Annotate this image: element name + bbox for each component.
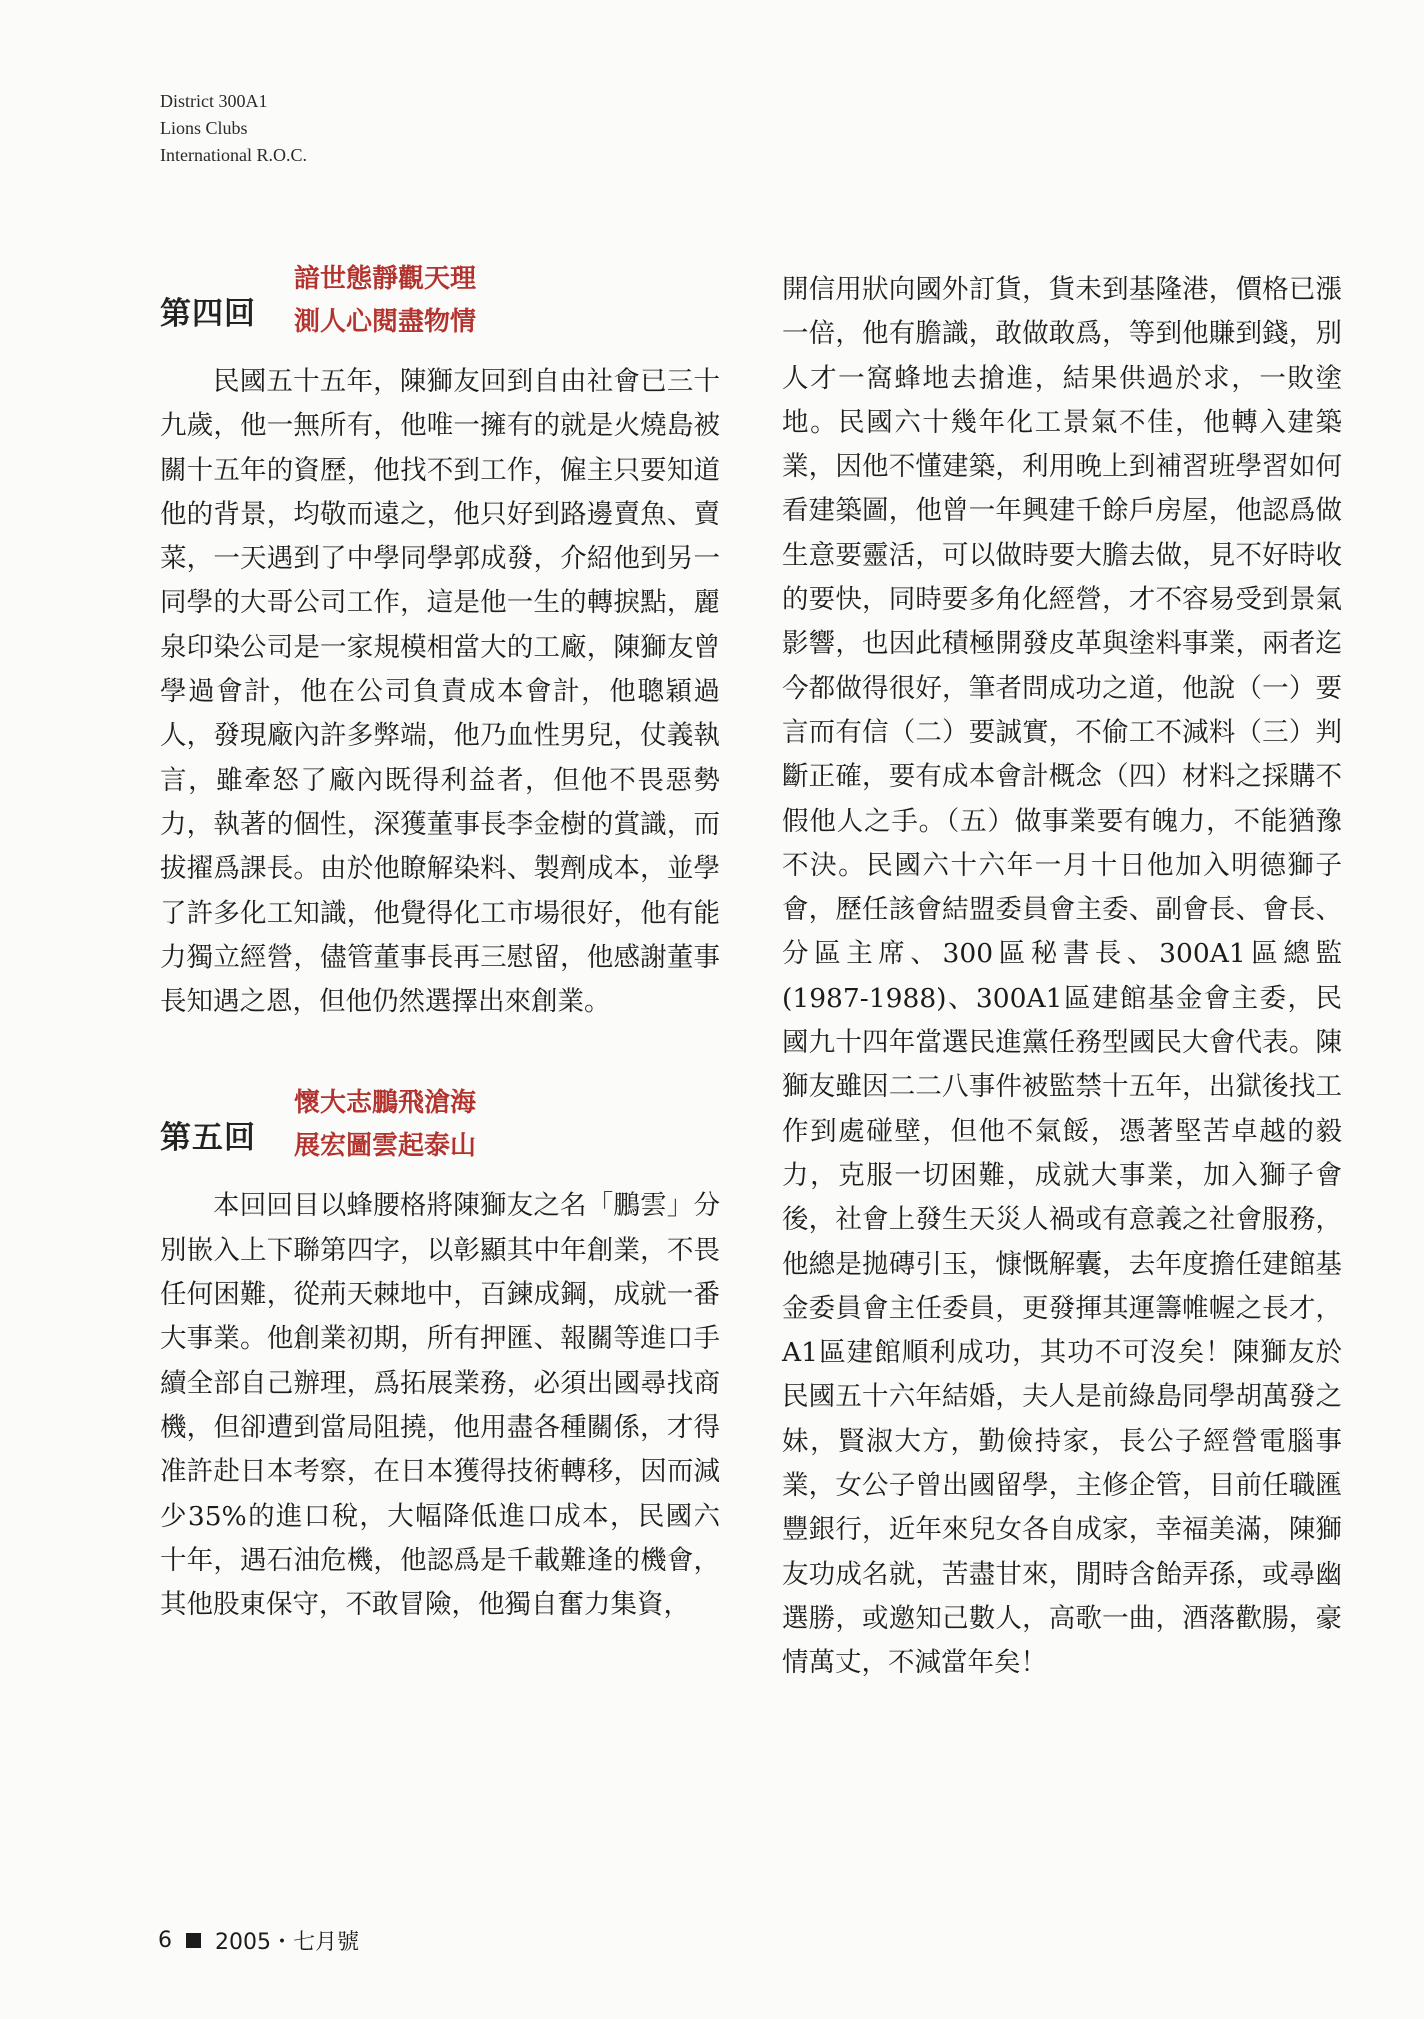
section-4-title-line-2: 測人心閱盡物情 bbox=[294, 307, 477, 337]
section-5-title bbox=[294, 1082, 476, 1168]
issue-label: 2005・七月號 bbox=[215, 1930, 359, 1955]
section-4-heading bbox=[160, 258, 720, 356]
section-4-number: 第四回 bbox=[160, 296, 256, 332]
section-5-title-line-1: 懷大志鵬飛滄海 bbox=[294, 1088, 477, 1119]
masthead bbox=[160, 88, 307, 169]
section-spacer bbox=[160, 1024, 720, 1082]
section-5-heading bbox=[160, 1082, 720, 1180]
section-4-title-line-1: 諳世態靜觀天理 bbox=[294, 264, 477, 294]
section-5-title-line-2: 展宏圖雲起泰山 bbox=[294, 1131, 477, 1162]
section-4-title bbox=[294, 258, 476, 344]
page-number: 6 bbox=[158, 1928, 172, 1953]
section-5-body-continued: 開信用狀向國外訂貨，貨未到基隆港，價格已漲一倍，他有膽識，敢做敢爲，等到他賺到錢，別人才一窩蜂地去搶進，結果供過於求，一敗塗地。民國六十幾年化工景氣不佳，他轉入建築業，因他不懂建築，利用晚上到補習班學習如何看建築圖，他曾一年興建千餘戶房屋，他認爲做生意要靈活，可以做時要大膽去做，見不好時收的要快，同時要多角化經營，才不容易受到景氣影響，也因此積極開發皮革與塗料事業，兩者迄今都做得很好，筆者問成功之道，他說（一）要言而有信（二）要誠實，不偷工不減料（三）判斷正確，要有成本會計概念（四）材料之採購不假他人之手。（五）做事業要有魄力，不能猶豫不決。民國六十六年一月十日他加入明德獅子會，歷任該會結盟委員會主委、副會長、會長、分區主席、300區秘書長、300A1區總監(1987-1988)、300A1區建館基金會主委，民國九十四年當選民進黨任務型國民大會代表。陳獅友雖因二二八事件被監禁十五年，出獄後找工作到處碰壁，但他不氣餒，憑著堅苦卓越的毅力，克服一切困難，成就大事業，加入獅子會後，社會上發生天災人禍或有意義之社會服務，他總是拋磚引玉，慷慨解囊，去年度擔任建館基金委員會主任委員，更發揮其運籌帷幄之長才，A1區建館順利成功，其功不可沒矣！陳獅友於民國五十六年結婚，夫人是前綠島同學胡萬發之妹，賢淑大方，勤儉持家，長公子經營電腦事業，女公子曾出國留學，主修企管，目前任職匯豐銀行，近年來兒女各自成家，幸福美滿，陳獅友功成名就，苦盡甘來，閒時含飴弄孫，或尋幽選勝，或邀知己數人，高歌一曲，酒落歡腸，豪情萬丈，不減當年矣！ bbox=[782, 274, 1342, 1679]
masthead-country: International R.O.C. bbox=[160, 145, 307, 165]
page-footer bbox=[158, 1925, 359, 1956]
section-5-number: 第五回 bbox=[160, 1120, 256, 1157]
section-4-body: 民國五十五年，陳獅友回到自由社會已三十九歲，他一無所有，他唯一擁有的就是火燒島被關十五年的資歷，他找不到工作，僱主只要知道他的背景，均敬而遠之，他只好到路邊賣魚、賣菜，一天遇到了中學同學郭成發，介紹他到另一同學的大哥公司工作，這是他一生的轉捩點，麗泉印染公司是一家規模相當大的工廠，陳獅友曾學過會計，他在公司負責成本會計，他聰穎過人，發現廠內許多弊端，他乃血性男兒，仗義執言，雖牽怒了廠內既得利益者，但他不畏惡勢力，執著的個性，深獲董事長李金樹的賞識，而拔擢爲課長。由於他瞭解染料、製劑成本，並學了許多化工知識，他覺得化工市場很好，他有能力獨立經營，儘管董事長再三慰留，他感謝董事長知遇之恩，但他仍然選擇出來創業。 bbox=[160, 366, 720, 1018]
masthead-org: Lions Clubs bbox=[160, 118, 248, 138]
left-column bbox=[160, 258, 720, 1627]
right-column bbox=[782, 268, 1342, 1686]
square-bullet-icon bbox=[186, 1933, 201, 1948]
masthead-district: District 300A1 bbox=[160, 91, 268, 111]
section-5-body: 本回回目以蜂腰格將陳獅友之名「鵬雲」分別嵌入上下聯第四字，以彰顯其中年創業，不畏任何困難，從荊天棘地中，百鍊成鋼，成就一番大事業。他創業初期，所有押匯、報關等進口手續全部自己辦理，爲拓展業務，必須出國尋找商機，但卻遭到當局阻撓，他用盡各種關係，才得准許赴日本考察，在日本獲得技術轉移，因而減少35%的進口稅，大幅降低進口成本，民國六十年，遇石油危機，他認爲是千載難逢的機會，其他股東保守，不敢冒險，他獨自奮力集資， bbox=[160, 1190, 720, 1621]
